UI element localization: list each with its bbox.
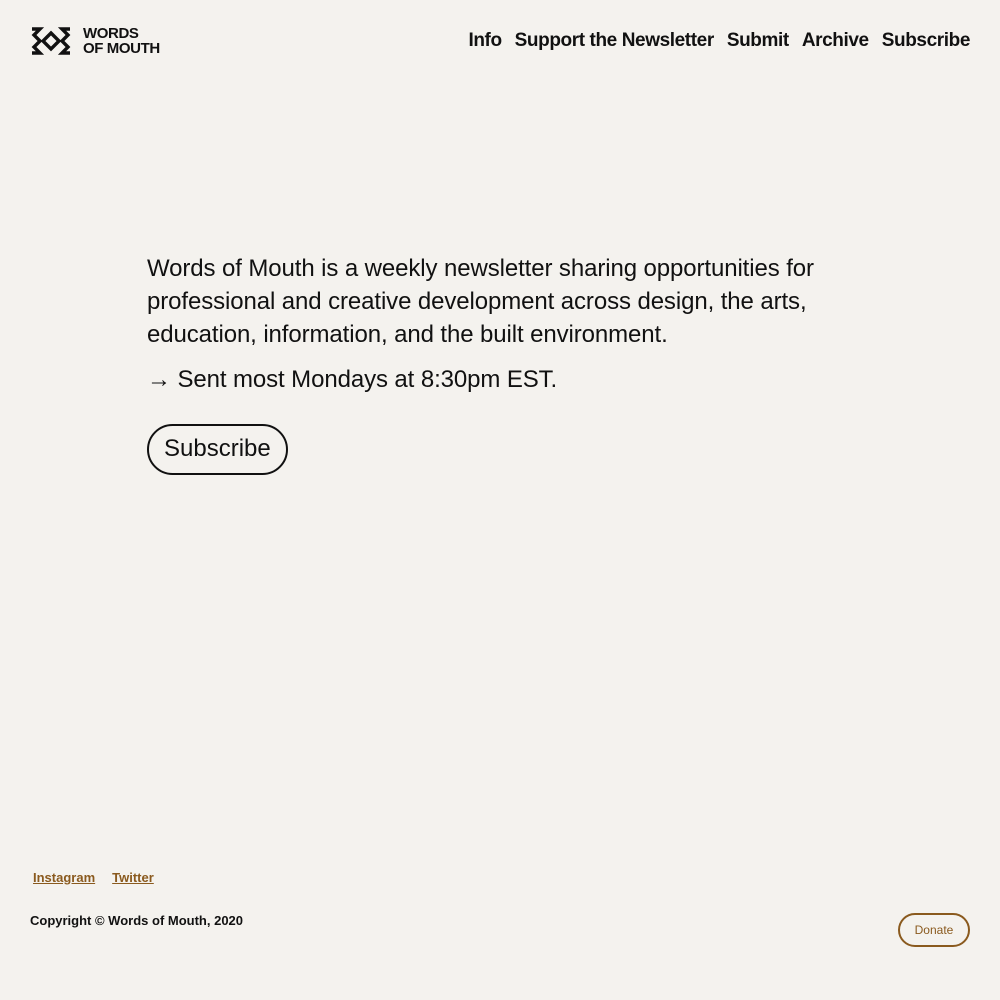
logo-link[interactable]: [30, 26, 160, 56]
subscribe-button[interactable]: Subscribe: [147, 424, 288, 475]
social-links: [33, 870, 154, 885]
logo-line-2: OF MOUTH: [83, 40, 160, 57]
nav-item-info[interactable]: Info: [468, 30, 502, 51]
nav-item-subscribe[interactable]: Subscribe: [881, 30, 970, 51]
instagram-link[interactable]: Instagram: [33, 870, 96, 885]
nav-item-archive[interactable]: Archive: [801, 30, 869, 51]
logo-wordmark: [83, 26, 160, 56]
hero-section: [147, 252, 857, 475]
newsletter-schedule: → Sent most Mondays at 8:30pm EST.: [147, 366, 558, 393]
main-nav: [468, 30, 970, 52]
twitter-link[interactable]: Twitter: [112, 870, 154, 885]
nav-item-submit[interactable]: Submit: [726, 30, 789, 51]
copyright-text: Copyright © Words of Mouth, 2020: [30, 913, 244, 928]
newsletter-description: Words of Mouth is a weekly newsletter sharing opportunities for professional and creative development across design, the arts, education, information, and the built environment.: [147, 255, 814, 348]
site-header: [30, 24, 970, 58]
donate-button[interactable]: Donate: [898, 913, 970, 947]
words-of-mouth-logo-icon: [30, 26, 72, 56]
nav-item-support[interactable]: Support the Newsletter: [514, 30, 714, 51]
logo-line-1: WORDS: [83, 25, 139, 42]
